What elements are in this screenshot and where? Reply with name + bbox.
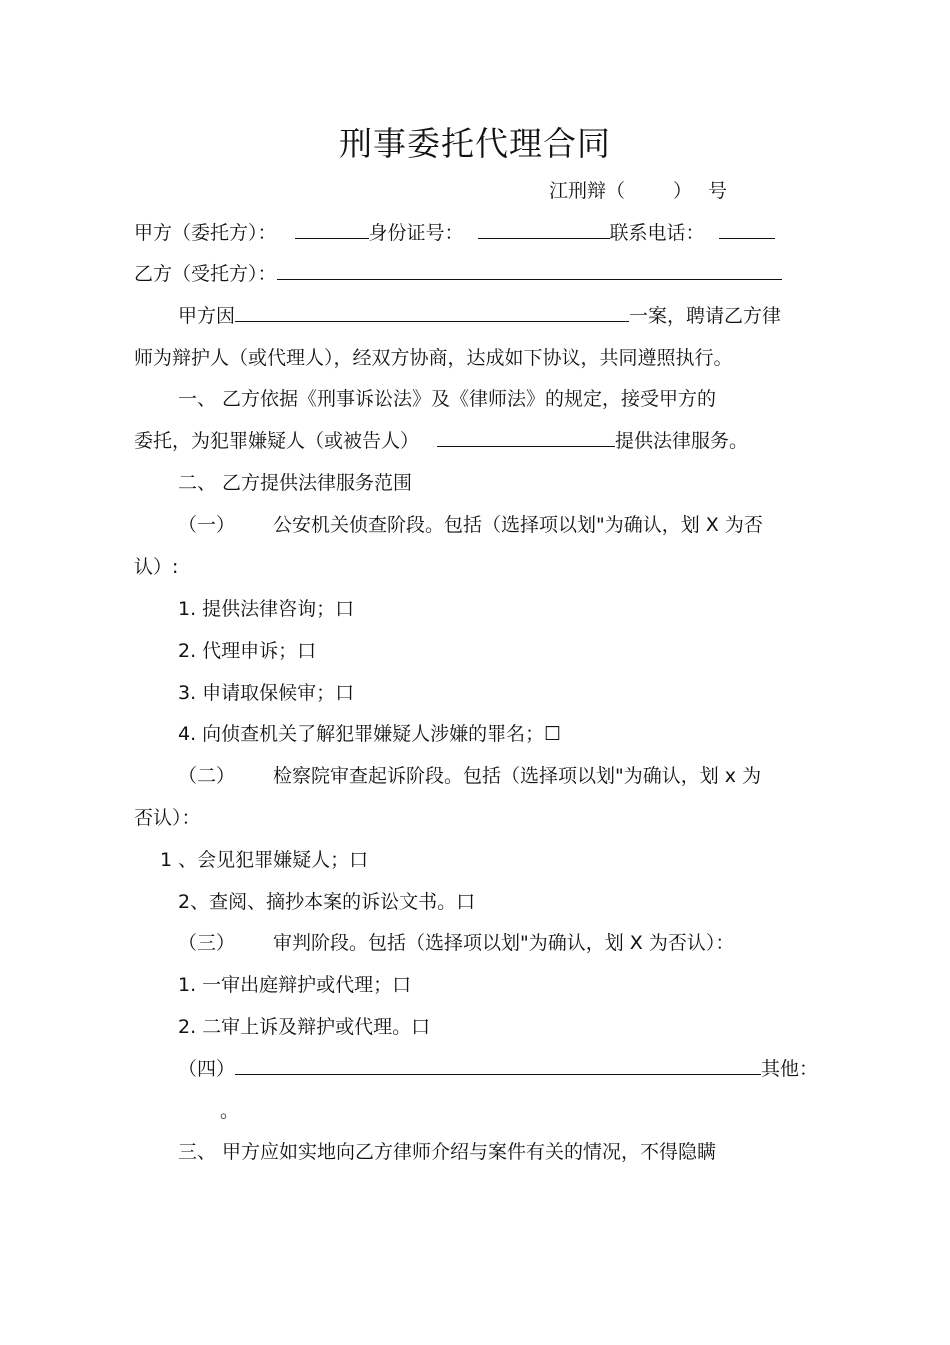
section-4-end: 。 xyxy=(220,1100,240,1122)
party-b-blank xyxy=(277,261,782,280)
suspect-name-blank xyxy=(437,428,615,447)
case-number-label: 号 xyxy=(708,180,728,202)
intro-start: 甲方因 xyxy=(178,305,236,327)
clause-1-line-1: 一、 乙方依据《刑事诉讼法》及《律师法》的规定，接受甲方的 xyxy=(178,388,717,410)
case-number-suffix: ） xyxy=(673,180,693,202)
clause-3-line: 三、 甲方应如实地向乙方律师介绍与案件有关的情况，不得隐瞒 xyxy=(178,1141,717,1163)
document-title: 刑事委托代理合同 xyxy=(339,124,611,163)
section-1-line xyxy=(178,512,763,538)
case-name-blank xyxy=(235,303,629,322)
party-a-line xyxy=(134,220,775,246)
party-a-id-label: 身份证号： xyxy=(368,222,464,244)
section-3-item-1: 1. 一审出庭辩护或代理；口 xyxy=(178,974,412,996)
section-3-text: 审判阶段。包括（选择项以划"为确认，划 X 为否认）： xyxy=(273,932,735,954)
section-2-number: （二） xyxy=(178,765,236,787)
clause-2-heading: 二、 乙方提供法律服务范围 xyxy=(178,472,413,494)
section-4-blank xyxy=(235,1056,761,1075)
section-2-text: 检察院审查起诉阶段。包括（选择项以划"为确认，划 x 为 xyxy=(273,765,762,787)
section-2-line xyxy=(178,763,761,789)
intro-mid: 一案，聘请乙方律 xyxy=(629,305,782,327)
section-1-number: （一） xyxy=(178,514,236,536)
section-2-continued: 否认）： xyxy=(134,807,201,829)
party-a-phone-blank xyxy=(719,220,775,239)
section-1-text: 公安机关侦查阶段。包括（选择项以划"为确认，划 X 为否 xyxy=(273,514,763,536)
party-a-name-blank xyxy=(295,220,369,239)
section-4-number: （四） xyxy=(178,1058,236,1080)
section-3-number: （三） xyxy=(178,932,236,954)
party-b-line xyxy=(134,261,782,287)
case-number-line xyxy=(549,178,727,204)
section-3-line xyxy=(178,930,734,956)
section-3-item-2: 2. 二审上诉及辩护或代理。口 xyxy=(178,1016,431,1038)
section-2-item-1: 1 、会见犯罪嫌疑人；口 xyxy=(160,849,369,871)
section-4-label: 其他： xyxy=(761,1058,819,1080)
party-a-label: 甲方（委托方）： xyxy=(134,222,277,244)
section-4-line xyxy=(178,1056,818,1082)
party-a-id-blank xyxy=(478,220,610,239)
party-b-label: 乙方（受托方）： xyxy=(134,263,277,285)
section-1-item-4: 4. 向侦查机关了解犯罪嫌疑人涉嫌的罪名；☐ xyxy=(178,723,562,745)
clause-1-end: 提供法律服务。 xyxy=(615,430,749,452)
intro-line-2: 师为辩护人（或代理人），经双方协商，达成如下协议，共同遵照执行。 xyxy=(134,347,733,369)
party-a-phone-label: 联系电话： xyxy=(609,222,705,244)
section-1-item-3: 3. 申请取保候审；口 xyxy=(178,682,355,704)
section-1-item-1: 1. 提供法律咨询；口 xyxy=(178,598,355,620)
section-1-item-2: 2. 代理申诉；口 xyxy=(178,640,317,662)
intro-line-1 xyxy=(178,303,781,329)
section-2-item-2: 2、查阅、摘抄本案的诉讼文书。口 xyxy=(178,891,476,913)
case-number-prefix: 江刑辩（ xyxy=(549,180,626,202)
section-1-continued: 认）: xyxy=(134,556,179,578)
clause-1-start: 委托，为犯罪嫌疑人（或被告人） xyxy=(134,430,420,452)
clause-1-line-2 xyxy=(134,428,748,454)
